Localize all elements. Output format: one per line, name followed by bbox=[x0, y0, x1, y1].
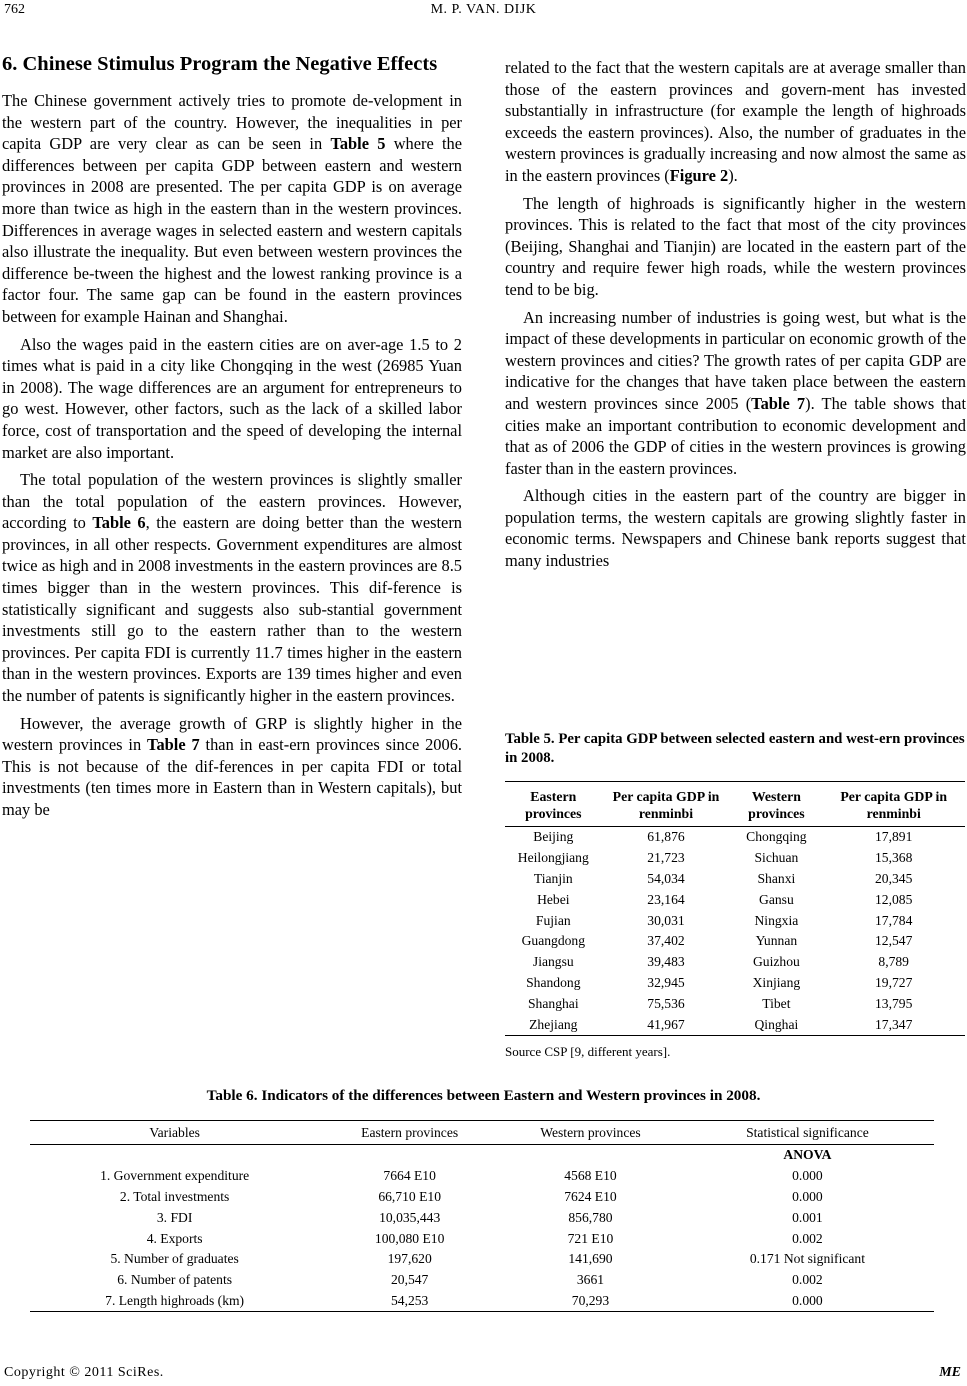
left-paragraph-3: The total population of the western provinces is slightly smaller than the total population of the eastern provinces. However, according to Table 6, the eastern are doing better than the western provinces, in all other respects. Government expenditures are almost twice as high and in 2008 investments in the eastern provinces are 8.5 times bigger than in the western provinces. This dif-ference is statistically significant and suggests also sub-stantial government investments still go to the eastern rather than to the western provinces. Per capita FDI is currently 11.7 times higher in the eastern than in the western provinces. Exports are 139 times higher and even the number of patents is significantly higher in the eastern provinces. bbox=[2, 470, 462, 706]
table-6-cell: 100,080 E10 bbox=[374, 1230, 445, 1246]
table-6-cell: 0.000 bbox=[792, 1188, 823, 1204]
table-6-cell: 0.001 bbox=[792, 1209, 823, 1225]
table-5-header-cell: Per capita GDP in renminbi bbox=[602, 782, 731, 827]
table-7-ref: Table 7 bbox=[751, 393, 806, 413]
table-6-cell: 10,035,443 bbox=[379, 1209, 441, 1225]
table-6-caption: Table 6. Indicators of the differences between Eastern and Western provinces in 2008. bbox=[206, 1087, 761, 1104]
table-6-row bbox=[30, 1166, 934, 1187]
table-5-cell: 39,483 bbox=[647, 954, 685, 970]
table-5-cell: Guizhou bbox=[752, 954, 800, 970]
table-6-cell: 7. Length highroads (km) bbox=[30, 1291, 319, 1312]
table-5-cell: Ningxia bbox=[754, 912, 799, 928]
right-paragraph-1: related to the fact that the western capitals are at average smaller than those of the eastern provinces and govern-ment has invested substantially in infrastructure (for example the length of highroads exceeds the eastern provinces). Also, the number of graduates in the western provinces is gradually increasing and now almost the same as in the eastern provinces (Figure 2). bbox=[505, 58, 966, 185]
right-paragraph-3: An increasing number of industries is going west, but what is the impact of these developments in particular on economic growth of the western provinces and cities? The growth rates of per capita GDP are indicative for the changes that have taken place between the eastern and western provinces since 2005 (Table 7). The table shows that cities make an important contribution to economic development and that as of 2006 the GDP of cities in the western provinces is growing faster than in the eastern provinces. bbox=[505, 307, 966, 478]
table-5-cell: 17,347 bbox=[822, 1014, 965, 1035]
table-6-cell: 0.002 bbox=[792, 1272, 823, 1288]
table-5 bbox=[505, 781, 965, 1036]
table-5-header-cell: Per capita GDP in renminbi bbox=[822, 782, 965, 827]
table-5-cell: 17,784 bbox=[875, 912, 913, 928]
table-5-cell: Tianjin bbox=[533, 870, 573, 886]
table-6-cell: 3661 bbox=[576, 1272, 605, 1288]
table-6-ref: Table 6 bbox=[92, 513, 146, 533]
table-5-header-cell: Eastern provinces bbox=[505, 782, 602, 827]
table-5-cell: Zhejiang bbox=[505, 1014, 602, 1035]
table-6 bbox=[30, 1120, 934, 1312]
table-5-cell: Gansu bbox=[759, 891, 794, 907]
table-6-cell: 6. Number of patents bbox=[117, 1272, 233, 1288]
table-5-cell: 13,795 bbox=[875, 995, 913, 1011]
table-5-cell: 23,164 bbox=[647, 891, 685, 907]
table-6-cell: 2. Total investments bbox=[119, 1188, 230, 1204]
table-6-cell: 70,293 bbox=[500, 1291, 681, 1312]
table-5-row bbox=[505, 910, 965, 931]
table-6-row bbox=[30, 1270, 934, 1291]
table-6-cell: 141,690 bbox=[568, 1251, 613, 1267]
table-6-cell: 721 E10 bbox=[567, 1230, 614, 1246]
table-5-cell: 54,034 bbox=[647, 870, 685, 886]
section-title: 6. Chinese Stimulus Program the Negative Effects bbox=[2, 53, 438, 75]
table-5-cell: 15,368 bbox=[875, 850, 913, 866]
table-5-cell: Jiangsu bbox=[532, 954, 574, 970]
table-5-cell: 41,967 bbox=[602, 1014, 731, 1035]
running-title: M. P. VAN. DIJK bbox=[430, 2, 537, 17]
anova-label: ANOVA bbox=[783, 1147, 832, 1163]
table-5-row bbox=[505, 1014, 965, 1035]
left-paragraph-4: However, the average growth of GRP is slightly higher in the western provinces in Table 7 than in east-ern provinces since 2006. This is not because of the dif-ferences in per capita FDI or total investments (ten times more in Eastern than in Western capitals), but may be bbox=[2, 713, 462, 819]
copyright: Copyright © 2011 SciRes. bbox=[4, 1365, 164, 1380]
table-5-row bbox=[505, 931, 965, 952]
table-5-cell: Beijing bbox=[533, 829, 574, 845]
table-6-header-cell: Statistical significance bbox=[681, 1121, 934, 1145]
journal-abbrev: ME bbox=[939, 1365, 961, 1380]
table-5-cell: Fujian bbox=[535, 912, 571, 928]
table-6-row bbox=[30, 1207, 934, 1228]
table-5-cell: Shanxi bbox=[757, 870, 796, 886]
table-6-cell: 7624 E10 bbox=[564, 1188, 617, 1204]
table-5-row bbox=[505, 993, 965, 1014]
table-6-row bbox=[30, 1291, 934, 1312]
table-6-cell: 0.171 Not significant bbox=[749, 1251, 865, 1267]
table-6-body bbox=[30, 1145, 934, 1312]
table-5-cell: 12,547 bbox=[875, 933, 913, 949]
right-paragraph-4: Although cities in the eastern part of the country are bigger in population terms, the western capitals are growing slightly faster in economic terms. Newspapers and Chinese bank reports suggest that many industries bbox=[505, 486, 966, 571]
table-5-cell: 32,945 bbox=[647, 974, 685, 990]
left-column bbox=[2, 52, 462, 827]
table-6-header-cell: Eastern provinces bbox=[319, 1121, 500, 1145]
page-number: 762 bbox=[4, 2, 25, 17]
table-5-row bbox=[505, 952, 965, 973]
table-5-cell: 19,727 bbox=[875, 974, 913, 990]
table-6-cell: 3. FDI bbox=[156, 1209, 193, 1225]
table-5-cell: Guangdong bbox=[521, 933, 586, 949]
table-6-cell: 7664 E10 bbox=[383, 1168, 436, 1184]
table-5-row bbox=[505, 889, 965, 910]
table-5-cell: 30,031 bbox=[647, 912, 685, 928]
table-5-source: Source CSP [9, different years]. bbox=[505, 1044, 671, 1059]
table-5-row bbox=[505, 973, 965, 994]
right-paragraph-2: The length of highroads is significantly higher in the western provinces. This is related to the fact that most of the city provinces (Beijing, Shanghai and Tianjin) are located in the eastern part of the country and require fewer high roads, while the western provinces tend to be big. bbox=[505, 193, 966, 299]
figure-2-ref: Figure 2 bbox=[669, 165, 729, 185]
table-5-cell: Yunnan bbox=[755, 933, 798, 949]
table-5-cell: 20,345 bbox=[875, 870, 913, 886]
table-5-header-row bbox=[505, 782, 965, 827]
table-6-cell: 20,547 bbox=[390, 1272, 429, 1288]
table-6-row bbox=[30, 1187, 934, 1208]
table-6-cell: 1. Government expenditure bbox=[100, 1168, 250, 1184]
table-5-caption: Table 5. Per capita GDP between selected eastern and west-ern provinces in 2008. bbox=[505, 731, 965, 766]
table-6-cell: 5. Number of graduates bbox=[110, 1251, 239, 1267]
table-5-cell: Shanghai bbox=[528, 995, 579, 1011]
table-5-cell: 37,402 bbox=[647, 933, 685, 949]
table-6-cell: 54,253 bbox=[319, 1291, 500, 1312]
table-5-cell: Xinjiang bbox=[752, 974, 801, 990]
table-5-cell: Heilongjiang bbox=[517, 850, 589, 866]
table-5-cell: Hebei bbox=[537, 891, 570, 907]
table-6-cell: 66,710 E10 bbox=[378, 1188, 441, 1204]
left-paragraph-1: The Chinese government actively tries to promote de-velopment in the western part of the country. However, the inequalities in per capita GDP are very clear as can be seen in Table 5 where the differences between per capita GDP between eastern and western provinces in 2008 are presented. The per capita GDP is on average more than twice as high in the eastern than in the western provinces. Differences in average wages in selected eastern and western capitals also illustrate the inequality. But even between western provinces the difference be-tween the highest and the lowest ranking province is a factor four. The same gap can be found in the eastern provinces between for example Hainan and Shanghai. bbox=[2, 91, 462, 326]
table-5-cell: Sichuan bbox=[754, 850, 799, 866]
table-5-cell: 17,891 bbox=[875, 829, 913, 845]
table-6-cell: 197,620 bbox=[387, 1251, 432, 1267]
table-6-cell: 4568 E10 bbox=[564, 1168, 617, 1184]
table-6-cell: 0.000 bbox=[792, 1168, 823, 1184]
table-5-row bbox=[505, 848, 965, 869]
table-6-cell: 4. Exports bbox=[146, 1230, 203, 1246]
left-paragraph-2: Also the wages paid in the eastern cities are on aver-age 1.5 to 2 times what is paid in a city like Chongqing in the west (26985 Yuan in 2008). The wage differences are an argument for entrepreneurs to go west. However, other factors, such as the lack of a skilled labor force, cost of transportation and the speed of developing the internal market are also important. bbox=[2, 334, 462, 462]
table-5-header-cell: Western provinces bbox=[730, 782, 822, 827]
right-column bbox=[505, 57, 966, 578]
table-5-row bbox=[505, 869, 965, 890]
table-5-cell: Shandong bbox=[526, 974, 581, 990]
table-5-cell: 75,536 bbox=[647, 995, 685, 1011]
table-5-cell: Qinghai bbox=[730, 1014, 822, 1035]
table-6-header-row bbox=[30, 1121, 934, 1145]
table-6-header-cell: Variables bbox=[30, 1121, 319, 1145]
table-5-cell: Tibet bbox=[762, 995, 791, 1011]
table-6-cell: 856,780 bbox=[568, 1209, 613, 1225]
table-6-row bbox=[30, 1228, 934, 1249]
table-6-cell: 0.000 bbox=[681, 1291, 934, 1312]
table-5-cell: 21,723 bbox=[647, 850, 685, 866]
table-6-row bbox=[30, 1249, 934, 1270]
table-5-cell: 12,085 bbox=[875, 891, 913, 907]
table-5-cell: 61,876 bbox=[647, 829, 685, 845]
table-5-row bbox=[505, 827, 965, 848]
table-5-ref: Table 5 bbox=[330, 134, 386, 154]
table-6-subheader-row bbox=[30, 1145, 934, 1166]
table-6-cell: 0.002 bbox=[792, 1230, 823, 1246]
table-5-cell: Chongqing bbox=[746, 829, 807, 845]
table-6-header-cell: Western provinces bbox=[500, 1121, 681, 1145]
table-5-body bbox=[505, 827, 965, 1036]
table-7-ref: Table 7 bbox=[147, 735, 200, 755]
table-5-cell: 8,789 bbox=[878, 954, 909, 970]
